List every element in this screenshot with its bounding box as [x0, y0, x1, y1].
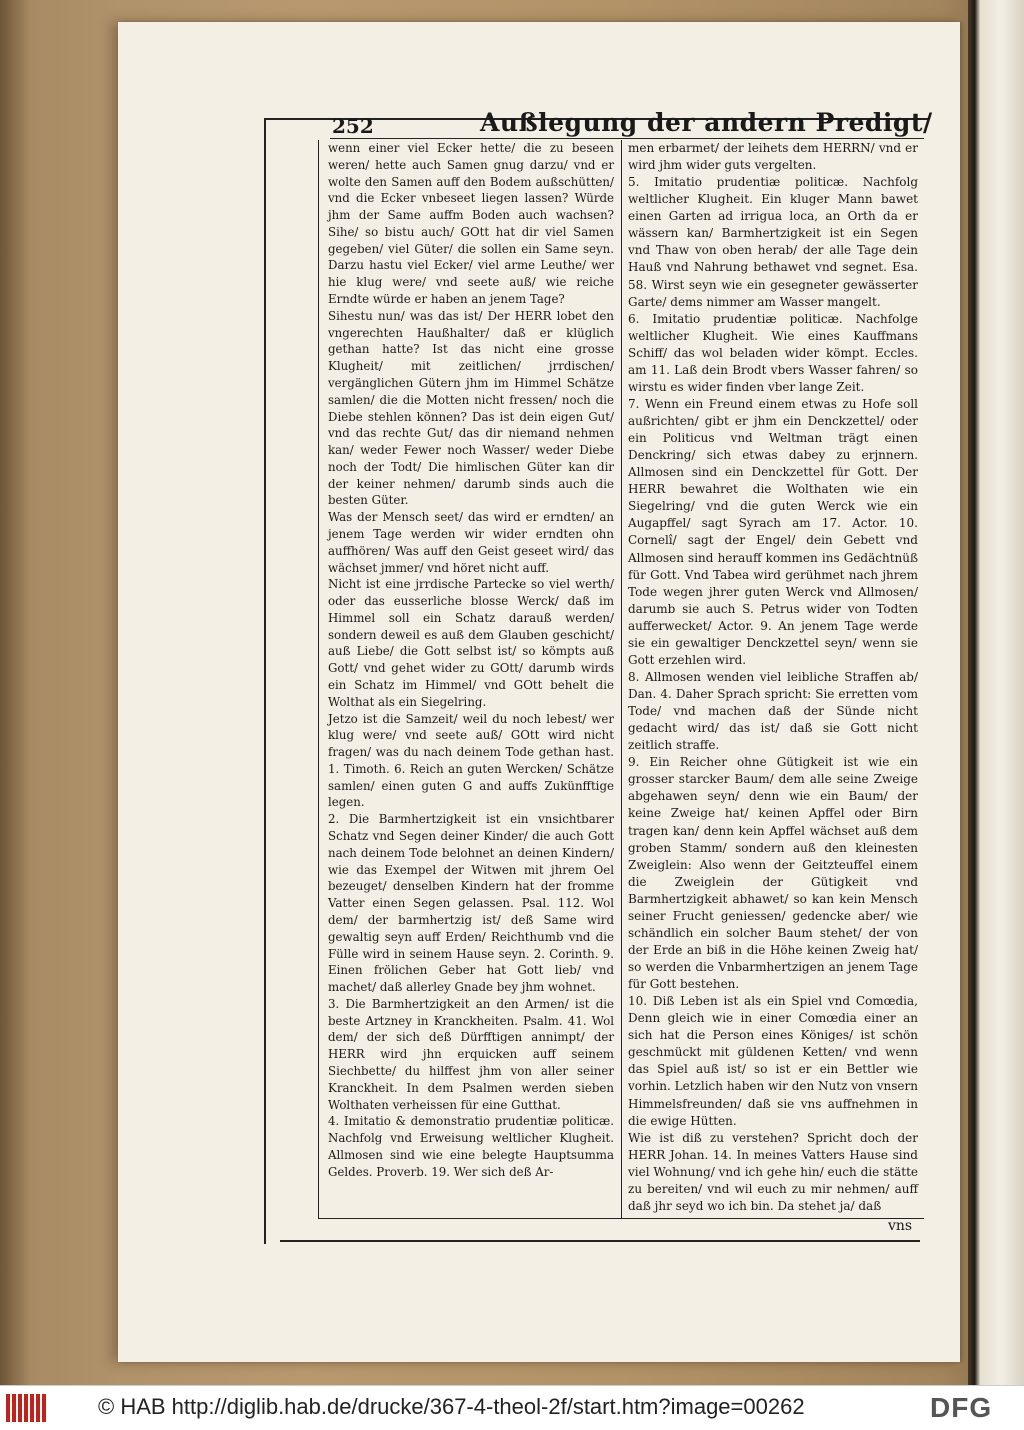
adjacent-page-edge — [968, 0, 1024, 1385]
viewer-footer — [0, 1385, 1024, 1430]
paragraph: 6. Imitatio prudentiæ politicæ. Nachfolge weltlicher Klugheit. Wie eines Kauffmans Schiff/ das wol beladen wider kömpt. Eccles. am 11. Laß dein Brodt vbers Wasser fahren/ so wirstu es wider finden vber lange Zeit. — [628, 311, 918, 394]
column-divider — [621, 140, 622, 1218]
paragraph: 10. Diß Leben ist als ein Spiel vnd Comœdia, Denn gleich wie in einer Comœdia einer an sich hat die Person eines Königes/ ist schön geschmückt mit güldenen Ketten/ vnd wenn das Spiel auß ist/ so ist er ein Bettler wie vorhin. Letzlich haben wir den Nutz von vnsern Himmelsfreunden/ daß sie vns auffnehmen in die ewige Hütten. — [628, 994, 918, 1128]
left-column — [328, 140, 614, 1180]
dfg-logo[interactable]: DFG — [930, 1392, 993, 1423]
page-bottom-rule — [280, 1240, 920, 1242]
paragraph: Sihestu nun/ was das ist/ Der HERR lobet den vngerechten Haußhalter/ daß er klüglich gethan hatte? Ist das nicht eine grosse Klugheit/ mit zeitlichen/ jrrdischen/ vergänglichen Gütern jhm im Himmel Schätze samlen/ die die Motten nicht fressen/ noch die Diebe stehlen können? Das ist dein eigen Gut/ vnd das rechte Gut/ das dir niemand nehmen kan/ weder Fewer noch Wasser/ weder Diebe noch der Todt/ Die himlischen Güter kan dir der keiner nehmen/ darumb sinds auch die besten Güter. — [328, 308, 614, 508]
paragraph: Jetzo ist die Samzeit/ weil du noch lebest/ wer klug were/ vnd seete auß/ GOtt wird nicht fragen/ was du nach deinem Tode gethan hast. 1. Timoth. 6. Reich an guten Wercken/ Schätze samlen/ einen guten G and auffs Zukünfftige legen. — [328, 711, 614, 810]
catchword: vns — [888, 1218, 913, 1234]
text-block-bottom-rule — [318, 1218, 924, 1219]
text-block-left-rule — [318, 140, 319, 1218]
paragraph: 4. Imitatio & demonstratio prudentiæ politicæ. Nachfolg vnd Erweisung weltlicher Klugheit. Allmosen sind wie eine belegte Hauptsumma Geldes. Proverb. 19. Wer sich deß Ar- — [328, 1114, 614, 1179]
paragraph: men erbarmet/ der leihets dem HERRN/ vnd er wird jhm wider guts vergelten. — [628, 141, 918, 173]
paragraph: 8. Allmosen wenden viel leibliche Straffen ab/ Dan. 4. Daher Sprach spricht: Sie erretten vom Tode/ vnd machen daß der Sünde nicht gedacht wird/ das ist/ daß sie Gott nicht zeitlich straffe. — [628, 669, 918, 753]
paragraph: Was der Mensch seet/ das wird er erndten/ an jenem Tage werden wir wider erndten ohn auffhören/ Was auff den Geist geseet wird/ das wächset jmmer/ vnd höret nicht auff. — [328, 510, 614, 575]
hab-logo-icon[interactable] — [6, 1394, 50, 1422]
running-head: Außlegung der andern Predigt/ — [480, 108, 933, 137]
paragraph: 9. Ein Reicher ohne Gütigkeit ist wie ein grosser starcker Baum/ dem alle seine Zweige abgehawen seyn/ denn wie ein Baum/ der keine Zweige hat/ keinen Apffel oder Birn tragen kan/ denn kein Apffel wächset auß dem groben Stamm/ sondern auß den kleinesten Zweiglein: Also wenn der Geitzteuffel einem die Zweiglein der Gütigkeit vnd Barmhertzigkeit abhawet/ so kan kein Mensch seiner Frucht geniessen/ gedencke aber/ wie schändlich ein solcher Baum stehet/ der von der Erde an biß in die Höhe keinen Zweig hat/ so werden die Vnbarmhertzigen an jenem Tage für Gott bestehen. — [628, 755, 918, 992]
page-number: 252 — [332, 114, 374, 138]
paragraph: 2. Die Barmhertzigkeit ist ein vnsichtbarer Schatz vnd Segen deiner Kinder/ die auch Gott nach deinem Tode belohnet an deinen Kindern/ wie das Exempel der Witwen mit jhrem Oel bezeuget/ denselben Kindern hat der fromme Vatter einen Segen gelassen. Psal. 112. Wol dem/ der barmhertzig ist/ deß Same wird gewaltig seyn auff Erden/ Reichthumb vnd die Fülle wird in seinem Hause seyn. 2. Corinth. 9. Einen frölichen Geber hat Gott lieb/ vnd machet/ daß allerley Gnade bey jhm wohnet. — [328, 812, 614, 995]
right-column — [628, 140, 918, 1215]
paragraph: Nicht ist eine jrrdische Partecke so viel werth/ oder das eusserliche blosse Werck/ daß im Himmel soll ein Schatz darauß werden/ sondern deweil es auß dem Glauben geschicht/ auß Liebe/ die Gott selbst ist/ so kömpts auß Gott/ vnd gehet wider zu GOtt/ darumb wirds ein Schatz im Himmel/ vnd GOtt behelt die Wolthat als ein Siegelring. — [328, 577, 614, 709]
paragraph: 5. Imitatio prudentiæ politicæ. Nachfolg weltlicher Klugheit. Ein kluger Mann bawet einen Garten ad irrigua loca, an Orth da er wässern kan/ Barmhertzigkeit ist ein Segen vnd Thaw von oben herab/ der alle Tage dein Hauß vnd Nahrung bethawet vnd segnet. Esa. 58. Wirst seyn wie ein gesegneter gewässerter Garte/ dems nimmer am Wasser mangelt. — [628, 175, 918, 309]
paragraph: Wie ist diß zu verstehen? Spricht doch der HERR Johan. 14. In meines Vatters Hause sind viel Wohnung/ vnd ich gehe hin/ euch die stätte zu bereiten/ vnd wil euch zu mir nehmen/ auff daß jhr seyd wo ich bin. Da stehet ja/ daß — [628, 1130, 918, 1213]
paragraph: 3. Die Barmhertzigkeit an den Armen/ ist die beste Artzney in Kranckheiten. Psalm. 41. Wol dem/ der sich deß Dürfftigen annimpt/ der HERR wird jhn erquicken auff seinem Siechbette/ du hilffest jhm von aller seiner Kranckheit. In dem Psalmen werden sieben Wolthaten verheissen für eine Gutthat. — [328, 996, 614, 1112]
paragraph: wenn einer viel Ecker hette/ die zu beseen weren/ hette auch Samen gnug darzu/ vnd er wolte den Samen auff den Bodem außschütten/ vnd die Ecker vnbeseet liegen lassen? Würde jhm der Same auffm Boden auch wachsen? Sihe/ so bistu auch/ GOtt hat dir viel Samen gegeben/ viel Güter/ die sollen ein Same seyn. Darzu hastu viel Ecker/ viel arme Leuthe/ wer hie klug were/ vnd seete auß/ wie reiche Erndte würde er haben an jenem Tage? — [328, 141, 614, 307]
header-rule — [330, 138, 924, 139]
paragraph: 7. Wenn ein Freund einem etwas zu Hofe soll außrichten/ gibt er jhm ein Denckzettel/ oder ein Politicus vnd Weltman trägt einen Denckring/ sich etwas dabey zu erjnnern. Allmosen sind ein Denckzettel für Gott. Der HERR bewahret die Wolthaten wie ein Siegelring/ vnd die guten Werck wie ein Augapffel/ sagt Syrach am 17. Actor. 10. Cornelî/ sagt der Engel/ dein Gebett vnd Allmosen sind herauff kommen ins Gedächtnüß für Gott. Vnd Tabea wird gerühmet nach jhrem Tode wegen jhrer guten Werck vnd Allmosen/ darumb sie auch S. Petrus wider von Todten aufferwecket/ Actor. 9. An jenem Tage werde sie ein gewaltiger Denckzettel seyn/ wenn sie Gott erzehlen wird. — [628, 396, 918, 667]
citation-link[interactable]: © HAB http://diglib.hab.de/drucke/367-4-theol-2f/start.htm?image=00262 — [98, 1394, 805, 1419]
